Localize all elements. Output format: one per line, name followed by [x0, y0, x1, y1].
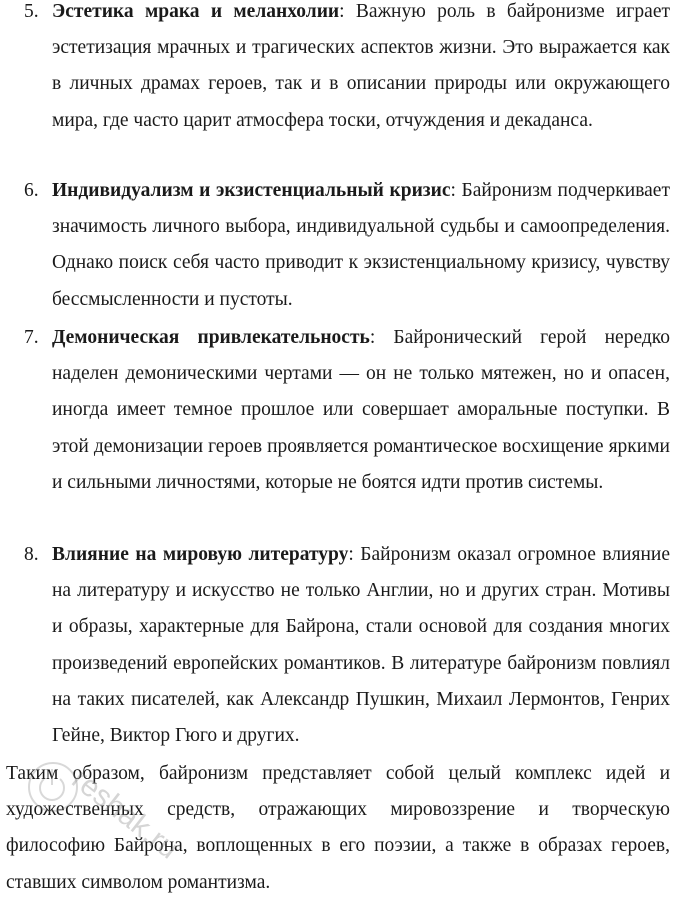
list-text: : Важную роль в байронизме играет эстетизация мрачных и трагических аспектов жизни. Это выражается как в личных драмах героев, так и в описании природы или окружающего мира, где часто царит атмосфера тоски, отчуждения и декаданса.: [52, 1, 670, 131]
list-text: : Байронический герой нередко наделен демоническими чертами — он не только мятежен, но и опасен, иногда имеет темное прошлое или совершает аморальные поступки. В этой демонизации героев проявляется романтическое восхищение яркими и сильными личностями, которые не боятся идти против системы.: [52, 327, 670, 493]
watermark-text: reshak.ru: [65, 762, 185, 866]
list-term: Индивидуализм и экзистенциальный кризис: [52, 180, 451, 201]
list-number: 7.: [24, 327, 39, 348]
list-text: : Байронизм подчеркивает значимость личного выбора, индивидуальной судьбы и самоопределения. Однако поиск себя часто приводит к экзистенциальному кризису, чувству бессмысленности и пустоты.: [52, 180, 670, 310]
list-number: 8.: [24, 544, 39, 565]
list-number: 6.: [24, 180, 39, 201]
list-item-5: [24, 0, 670, 139]
list-item-7: [24, 320, 670, 501]
list-item-8: [24, 537, 670, 754]
list-item-6: [24, 173, 670, 318]
list-number: 5.: [24, 1, 39, 22]
list-text: : Байронизм оказал огромное влияние на литературу и искусство не только Англии, но и других стран. Мотивы и образы, характерные для Байрона, стали основой для создания многих произведений европейских романтиков. В литературе байронизм повлиял на таких писателей, как Александр Пушкин, Михаил Лермонтов, Генрих Гейне, Виктор Гюго и других.: [52, 544, 670, 747]
list-term: Демоническая привлекательность: [52, 327, 370, 348]
conclusion-paragraph: Таким образом, байронизм представляет собой целый комплекс идей и художественных средств, отражающих мировоззрение и творческую философию Байрона, воплощенных в его поэзии, а также в образах героев, ставших символом романтизма.: [6, 763, 670, 893]
list-term: Влияние на мировую литературу: [52, 544, 349, 565]
list-term: Эстетика мрака и меланхолии: [52, 1, 340, 22]
